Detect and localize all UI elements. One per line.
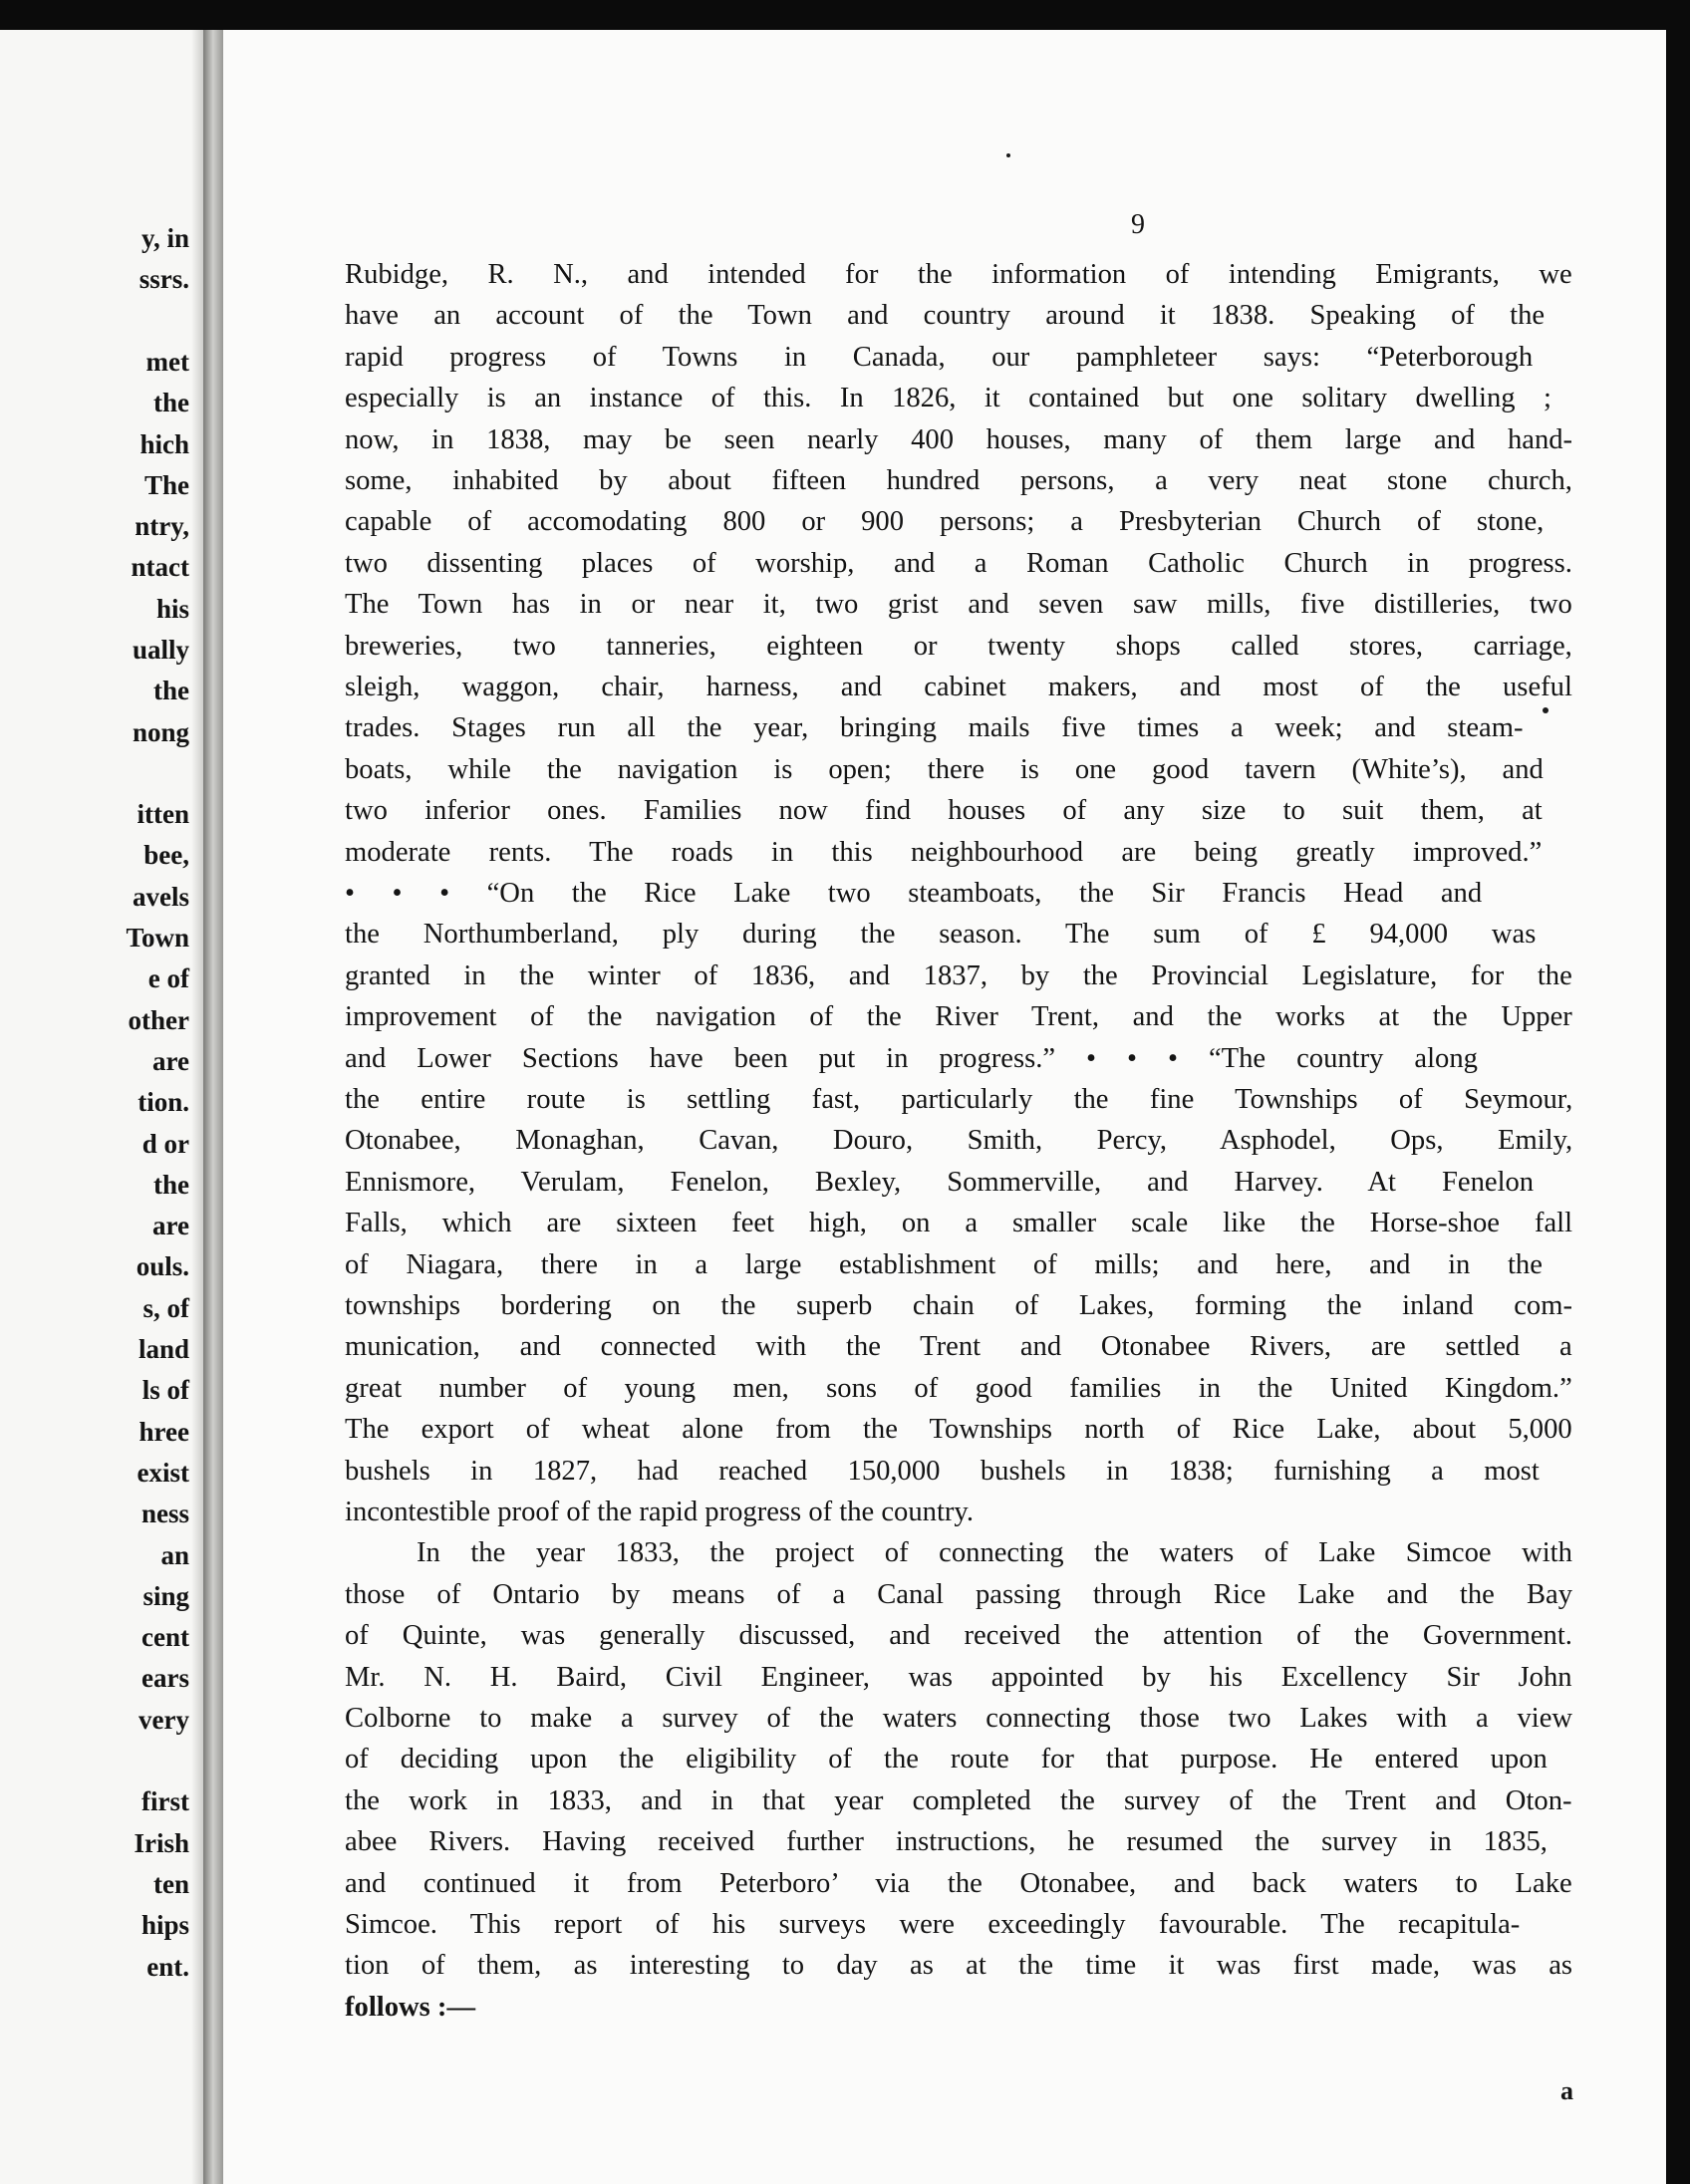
- left-page-fragment-line: very: [139, 1705, 189, 1735]
- text-line: Colborne to make a survey of the waters connecting those two Lakes with a view: [345, 1703, 1573, 1734]
- text-line: the Northumberland, ply during the season. The sum of £ 94,000 was: [345, 919, 1537, 950]
- left-page-fragment-line: ouls.: [136, 1251, 189, 1281]
- text-line: two inferior ones. Families now find houses of any size to suit them, at: [345, 795, 1543, 826]
- left-page-fragment-line: ent.: [146, 1952, 189, 1982]
- scan-right-border: [1666, 0, 1690, 2184]
- text-line: rapid progress of Towns in Canada, our pamphleteer says: “Peterborough: [345, 342, 1534, 373]
- left-page-fragment-line: are: [152, 1046, 189, 1076]
- text-line: and continued it from Peterboro’ via the Otonabee, and back waters to Lake: [345, 1868, 1572, 1899]
- text-line: incontestible proof of the rapid progress of the country.: [345, 1497, 975, 1527]
- text-line: Otonabee, Monaghan, Cavan, Douro, Smith, Percy, Asphodel, Ops, Emily,: [345, 1125, 1573, 1156]
- text-line: abee Rivers. Having received further instructions, he resumed the survey in 1835,: [345, 1826, 1548, 1857]
- left-page-fragment-line: ls of: [141, 1375, 189, 1405]
- text-line: tion of them, as interesting to day as at the time it was first made, was as: [345, 1950, 1573, 1981]
- left-page-fragment-line: d or: [141, 1129, 189, 1159]
- text-line: of deciding upon the eligibility of the route for that purpose. He entered upon: [345, 1744, 1548, 1774]
- left-page-fragment-line: met: [145, 347, 189, 377]
- text-line: The export of wheat alone from the Townships north of Rice Lake, about 5,000: [345, 1414, 1572, 1445]
- text-line: bushels in 1827, had reached 150,000 bushels in 1838; furnishing a most: [345, 1456, 1540, 1487]
- left-page-fragment-line: tion.: [138, 1087, 189, 1117]
- left-page-fragment-line: hips: [141, 1910, 189, 1940]
- text-line: capable of accomodating 800 or 900 persons; a Presbyterian Church of stone,: [345, 506, 1545, 537]
- footer-signature-mark: a: [1560, 2076, 1573, 2105]
- text-line: have an account of the Town and country around it 1838. Speaking of the: [345, 300, 1546, 331]
- left-page-fragment-line: Irish: [134, 1828, 189, 1858]
- left-page-fragment-line: avels: [133, 882, 189, 912]
- text-line: of Niagara, there in a large establishment of mills; and here, and in the: [345, 1249, 1543, 1280]
- left-page-fragment-line: the: [153, 388, 189, 417]
- left-page-fragment-line: y, in: [141, 223, 189, 253]
- text-line: of Quinte, was generally discussed, and received the attention of the Government.: [345, 1620, 1572, 1651]
- left-page-fragment-line: s, of: [142, 1293, 189, 1323]
- text-line: sleigh, waggon, chair, harness, and cabinet makers, and most of the useful: [345, 672, 1572, 702]
- text-line: and Lower Sections have been put in progress.” • • • “The country along: [345, 1043, 1478, 1074]
- left-page-fragment-line: ears: [141, 1663, 189, 1693]
- left-page-fragment-line: nong: [132, 717, 189, 747]
- text-line: especially is an instance of this. In 1826, it contained but one solitary dwelling ;: [345, 383, 1551, 413]
- left-page-fragment-line: land: [138, 1334, 189, 1364]
- left-page-fragment-line: ually: [132, 635, 189, 665]
- text-line: improvement of the navigation of the River Trent, and the works at the Upper: [345, 1001, 1572, 1032]
- left-page-fragment-line: The: [143, 470, 189, 500]
- text-line: townships bordering on the superb chain of Lakes, forming the inland com-: [345, 1290, 1572, 1321]
- text-line: follows :—: [345, 1992, 476, 2023]
- text-line: Simcoe. This report of his surveys were exceedingly favourable. The recapitula-: [345, 1909, 1521, 1940]
- left-page-fragment-line: ntact: [131, 552, 189, 582]
- left-page-fragment-line: hree: [139, 1417, 189, 1447]
- left-page-fragment-line: hich: [140, 429, 189, 459]
- text-line: Rubidge, R. N., and intended for the information of intending Emigrants, we: [345, 259, 1572, 290]
- left-page-fragment-line: an: [160, 1540, 189, 1570]
- right-page: [223, 30, 1666, 2184]
- left-page-fragment-line: bee,: [143, 840, 189, 870]
- left-page-fragment: [0, 30, 209, 2184]
- left-page-fragment-line: exist: [137, 1458, 189, 1488]
- left-page-fragment-line: the: [153, 676, 189, 705]
- left-page-fragment-line: e of: [147, 963, 189, 993]
- left-page-fragment-line: ntry,: [135, 511, 189, 541]
- text-line: Ennismore, Verulam, Fenelon, Bexley, Sommerville, and Harvey. At Fenelon: [345, 1167, 1535, 1198]
- scan-speck: [1006, 153, 1010, 157]
- left-page-fragment-line: ssrs.: [139, 264, 189, 294]
- left-page-fragment-line: are: [152, 1211, 189, 1240]
- scan-speck: [1543, 707, 1549, 713]
- left-page-fragment-line: ten: [153, 1869, 189, 1899]
- page-number: 9: [1131, 209, 1145, 240]
- text-line: moderate rents. The roads in this neighbourhood are being greatly improved.”: [345, 837, 1543, 868]
- text-line: great number of young men, sons of good families in the United Kingdom.”: [345, 1373, 1572, 1404]
- text-line: those of Ontario by means of a Canal passing through Rice Lake and the Bay: [345, 1579, 1572, 1610]
- text-line: some, inhabited by about fifteen hundred persons, a very neat stone church,: [345, 465, 1572, 496]
- left-page-fragment-line: ness: [141, 1499, 189, 1528]
- text-line: granted in the winter of 1836, and 1837, by the Provincial Legislature, for the: [345, 960, 1572, 991]
- left-page-fragment-line: itten: [137, 799, 189, 829]
- left-page-fragment-line: cent: [141, 1622, 189, 1652]
- left-page-fragment-line: Town: [126, 923, 189, 953]
- text-line: boats, while the navigation is open; there is one good tavern (White’s), and: [345, 754, 1544, 785]
- text-line: munication, and connected with the Trent and Otonabee Rivers, are settled a: [345, 1331, 1572, 1362]
- left-page-fragment-line: other: [128, 1005, 189, 1035]
- book-spine: [203, 30, 225, 2184]
- left-page-fragment-line: his: [155, 594, 189, 624]
- left-page-fragment-line: the: [153, 1170, 189, 1200]
- text-line: now, in 1838, may be seen nearly 400 houses, many of them large and hand-: [345, 424, 1573, 455]
- text-line: In the year 1833, the project of connecting the waters of Lake Simcoe with: [417, 1537, 1572, 1568]
- text-line: Falls, which are sixteen feet high, on a smaller scale like the Horse-shoe fall: [345, 1208, 1573, 1238]
- text-line: trades. Stages run all the year, bringing mails five times a week; and steam-: [345, 712, 1524, 743]
- text-line: the work in 1833, and in that year completed the survey of the Trent and Oton-: [345, 1785, 1572, 1816]
- text-line: breweries, two tanneries, eighteen or twenty shops called stores, carriage,: [345, 631, 1572, 662]
- text-line: the entire route is settling fast, particularly the fine Townships of Seymour,: [345, 1084, 1573, 1115]
- text-line: The Town has in or near it, two grist and seven saw mills, five distilleries, two: [345, 589, 1572, 620]
- text-line: • • • “On the Rice Lake two steamboats, the Sir Francis Head and: [345, 878, 1483, 909]
- left-page-fragment-line: first: [141, 1786, 189, 1816]
- text-line: two dissenting places of worship, and a Roman Catholic Church in progress.: [345, 548, 1572, 579]
- text-line: Mr. N. H. Baird, Civil Engineer, was appointed by his Excellency Sir John: [345, 1662, 1572, 1693]
- left-page-fragment-line: sing: [142, 1581, 189, 1611]
